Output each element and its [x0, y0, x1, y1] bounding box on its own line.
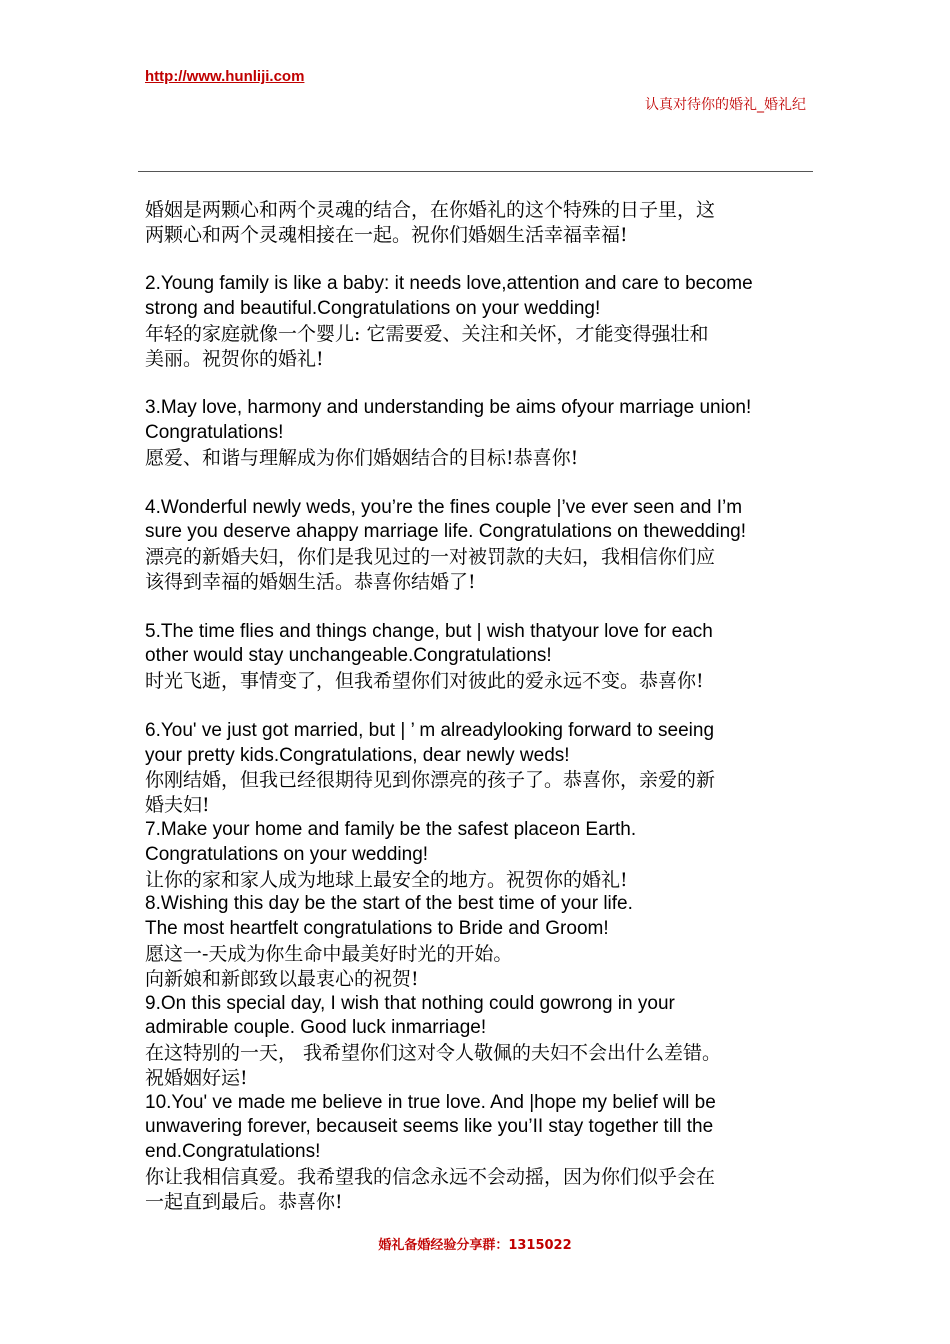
- english-text-line: other would stay unchangeable.Congratulations!: [145, 645, 552, 667]
- chinese-text-line: 愿爱、和谐与理解成为你们婚姻结合的目标!恭喜你!: [145, 446, 579, 469]
- english-text-line: 10.You' ve made me believe in true love. And |hope my belief will be: [145, 1091, 716, 1113]
- chinese-text-line: 美丽。祝贺你的婚礼!: [145, 347, 324, 370]
- chinese-text-line: 你刚结婚，但我已经很期待见到你漂亮的孩子了。恭喜你，亲爱的新: [145, 769, 716, 792]
- chinese-text-line: 你让我相信真爱。我希望我的信念永远不会动摇，因为你们似乎会在: [145, 1166, 716, 1189]
- header-divider: [138, 171, 813, 172]
- paragraph-gap: [145, 694, 810, 719]
- chinese-text-line: 祝婚姻好运!: [145, 1066, 248, 1089]
- chinese-text-line: 年轻的家庭就像一个婴儿: 它需要爱、关注和关怀，才能变得强壮和: [145, 322, 709, 345]
- footer-group-info: 婚礼备婚经验分享群：1315022: [378, 1238, 572, 1253]
- chinese-text-line: 让你的家和家人成为地球上最安全的地方。祝贺你的婚礼!: [145, 868, 628, 891]
- header-slogan: 认真对待你的婚礼_婚礼纪: [645, 97, 806, 113]
- english-text-line: 2.Young family is like a baby: it needs love,attention and care to become: [145, 273, 753, 295]
- english-text-line: admirable couple. Good luck inmarriage!: [145, 1017, 487, 1039]
- paragraph-gap: [145, 595, 810, 620]
- english-text-line: The most heartfelt congratulations to Bride and Groom!: [145, 918, 609, 940]
- english-text-line: 7.Make your home and family be the safest placeon Earth.: [145, 818, 637, 840]
- chinese-text-line: 漂亮的新婚夫妇，你们是我见过的一对被罚款的夫妇，我相信你们应: [145, 546, 716, 569]
- english-text-line: your pretty kids.Congratulations, dear newly weds!: [145, 744, 570, 766]
- english-text-line: 9.On this special day, I wish that nothing could gowrong in your: [145, 992, 675, 1014]
- chinese-text-line: 婚姻是两颗心和两个灵魂的结合，在你婚礼的这个特殊的日子里，这: [145, 199, 716, 221]
- chinese-text-line: 婚夫妇!: [145, 794, 210, 817]
- english-text-line: unwavering forever, becauseit seems like you’II stay together till the: [145, 1116, 714, 1138]
- paragraph-gap: [145, 248, 810, 273]
- chinese-text-line: 在这特别的一天， 我希望你们这对令人敬佩的夫妇不会出什么差错。: [145, 1042, 722, 1065]
- english-text-line: end.Congratulations!: [145, 1141, 321, 1163]
- chinese-text-line: 愿这一-天成为你生命中最美好时光的开始。: [145, 942, 513, 965]
- header-link[interactable]: http://www.hunliji.com: [145, 68, 305, 85]
- chinese-text-line: 两颗心和两个灵魂相接在一起。祝你们婚姻生活幸福幸福!: [145, 223, 628, 246]
- chinese-text-line: 时光飞逝，事情变了，但我希望你们对彼此的爱永远不变。恭喜你!: [145, 670, 704, 693]
- document-body: [145, 198, 810, 1215]
- paragraph-gap: [145, 372, 810, 397]
- english-text-line: Congratulations on your wedding!: [145, 843, 429, 865]
- english-text-line: 4.Wonderful newly weds, you’re the fines couple |’ve ever seen and I’m: [145, 496, 743, 518]
- chinese-text-line: 向新娘和新郎致以最衷心的祝贺!: [145, 967, 419, 990]
- english-text-line: 5.The time flies and things change, but | wish thatyour love for each: [145, 620, 713, 642]
- english-text-line: Congratulations!: [145, 422, 284, 444]
- chinese-text-line: 该得到幸福的婚姻生活。恭喜你结婚了!: [145, 570, 476, 593]
- paragraph-gap: [145, 471, 810, 496]
- english-text-line: strong and beautiful.Congratulations on your wedding!: [145, 298, 601, 320]
- english-text-line: sure you deserve ahappy marriage life. Congratulations on thewedding!: [145, 521, 746, 543]
- chinese-text-line: 一起直到最后。恭喜你!: [145, 1190, 343, 1213]
- english-text-line: 6.You' ve just got married, but | ’ m alreadylooking forward to seeing: [145, 719, 715, 741]
- english-text-line: 3.May love, harmony and understanding be aims ofyour marriage union!: [145, 397, 752, 419]
- english-text-line: 8.Wishing this day be the start of the best time of your life.: [145, 893, 633, 915]
